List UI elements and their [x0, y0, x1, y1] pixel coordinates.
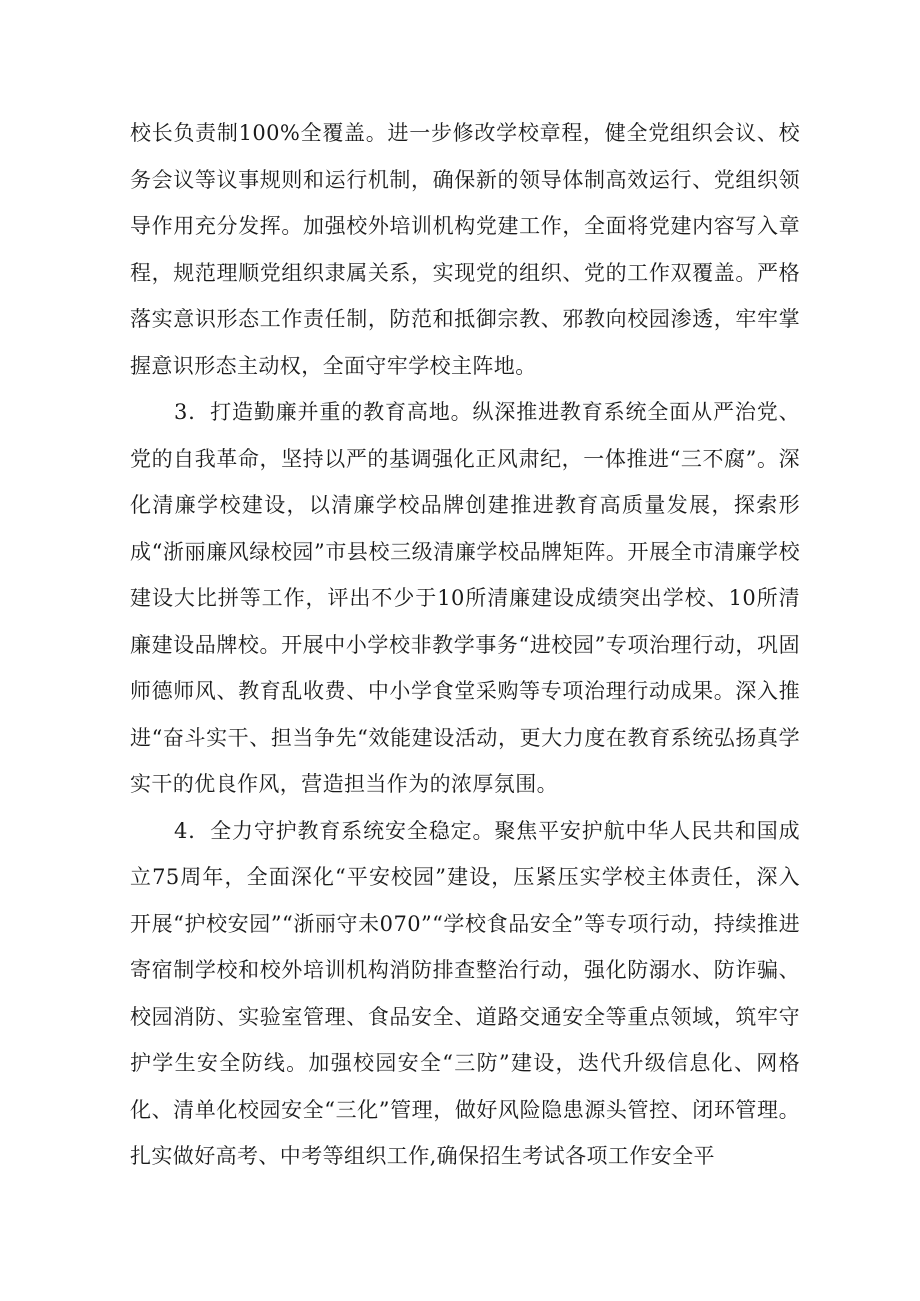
paragraph-section-4: 4．全力守护教育系统安全稳定。聚焦平安护航中华人民共和国成立75周年，全面深化“平安校园”建设，压紧压实学校主体责任，深入开展“护校安园”“浙丽守未070”“学校食品安全”等专项行动，持续推进寄宿制学校和校外培训机构消防排查整治行动，强化防溺水、防诈骗、校园消防、实验室管理、食品安全、道路交通安全等重点领域，筑牢守护学生安全防线。加强校园安全“三防”建设，迭代升级信息化、网格化、清单化校园安全“三化”管理，做好风险隐患源头管控、闭环管理。扎实做好高考、中考等组织工作,确保招生考试各项工作安全平 [130, 818, 800, 1168]
paragraph-continuation: 校长负责制100%全覆盖。进一步修改学校章程，健全党组织会议、校务会议等议事规则和运行机制，确保新的领导体制高效运行、党组织领导作用充分发挥。加强校外培训机构党建工作，全面将党建内容写入章程，规范理顺党组织隶属关系，实现党的组织、党的工作双覆盖。严格落实意识形态工作责任制，防范和抵御宗教、邪教向校园渗透，牢牢掌握意识形态主动权，全面守牢学校主阵地。 [130, 121, 800, 378]
paragraph-section-3: 3．打造勤廉并重的教育高地。纵深推进教育系统全面从严治党、党的自我革命，坚持以严的基调强化正风肃纪，一体推进“三不腐”。深化清廉学校建设，以清廉学校品牌创建推进教育高质量发展，探索形成“浙丽廉风绿校园”市县校三级清廉学校品牌矩阵。开展全市清廉学校建设大比拼等工作，评出不少于10所清廉建设成绩突出学校、10所清廉建设品牌校。开展中小学校非教学事务“进校园”专项治理行动，巩固师德师风、教育乱收费、中小学食堂采购等专项治理行动成果。深入推进“奋斗实干、担当争先“效能建设活动，更大力度在教育系统弘扬真学实干的优良作风，营造担当作为的浓厚氛围。 [130, 400, 800, 796]
document-body [130, 110, 800, 1180]
